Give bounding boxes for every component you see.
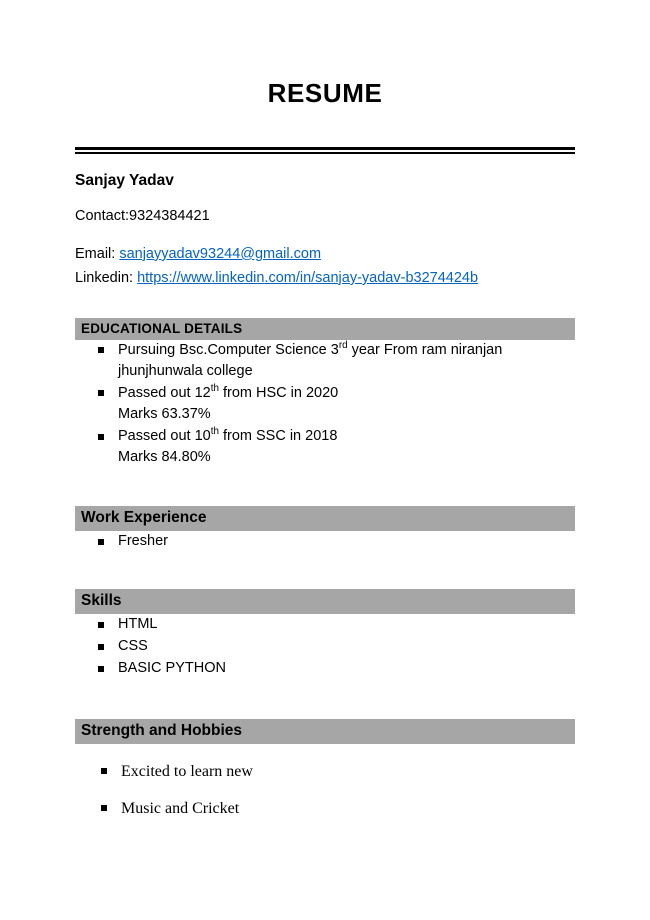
linkedin-label: Linkedin: xyxy=(75,269,138,286)
spacer-education xyxy=(75,289,575,318)
square-bullet-icon xyxy=(98,539,104,545)
work-experience-list xyxy=(75,531,575,552)
list-item xyxy=(75,426,575,468)
list-item xyxy=(75,531,575,552)
spacer-work xyxy=(75,469,575,506)
list-item xyxy=(75,658,575,679)
square-bullet-icon xyxy=(101,768,107,774)
ordinal-suffix: rd xyxy=(338,340,348,352)
section-header-education: EDUCATIONAL DETAILS xyxy=(75,318,575,340)
spacer-skills xyxy=(75,552,575,589)
list-item xyxy=(75,797,575,821)
list-item xyxy=(75,614,575,635)
skills-list xyxy=(75,614,575,679)
square-bullet-icon xyxy=(98,666,104,672)
list-item xyxy=(75,760,575,784)
skill-item-text: CSS xyxy=(118,638,148,655)
square-bullet-icon xyxy=(98,434,104,440)
skill-item-text: BASIC PYTHON xyxy=(118,660,226,677)
education-item-text: Passed out 10th from SSC in 2018 xyxy=(118,426,338,444)
ordinal-suffix: th xyxy=(210,383,219,395)
linkedin-link[interactable]: https://www.linkedin.com/in/sanjay-yadav-b3274424b xyxy=(137,269,479,286)
strength-item-text: Music and Cricket xyxy=(121,800,240,818)
contact-line: Contact:9324384421 xyxy=(75,208,210,225)
email-line xyxy=(75,227,575,265)
email-label: Email: xyxy=(75,245,120,262)
skill-item-text: HTML xyxy=(118,616,158,633)
page-title: RESUME xyxy=(267,78,383,108)
email-link[interactable]: sanjayyadav93244@gmail.com xyxy=(119,245,322,262)
list-item xyxy=(75,636,575,657)
education-list xyxy=(75,340,575,468)
education-item-text: Pursuing Bsc.Computer Science 3rd year From ram niranjan jhunjhunwala college xyxy=(118,340,503,379)
education-item-marks: Marks 84.80% xyxy=(118,449,211,465)
list-item xyxy=(75,340,575,382)
candidate-name: Sanjay Yadav xyxy=(75,172,174,190)
square-bullet-icon xyxy=(98,390,104,396)
divider-thin-line xyxy=(75,152,575,154)
spacer-strength xyxy=(75,680,575,719)
strength-item-text: Excited to learn new xyxy=(121,763,253,781)
square-bullet-icon xyxy=(98,347,104,353)
divider-thick-line xyxy=(75,147,575,150)
section-header-skills: Skills xyxy=(75,589,575,614)
square-bullet-icon xyxy=(101,805,107,811)
work-experience-item-text: Fresher xyxy=(118,533,168,550)
square-bullet-icon xyxy=(98,644,104,650)
resume-content xyxy=(75,0,575,834)
section-header-strength-hobbies: Strength and Hobbies xyxy=(75,719,575,744)
list-item xyxy=(75,383,575,425)
linkedin-line xyxy=(75,265,575,289)
section-header-work-experience: Work Experience xyxy=(75,506,575,531)
header-divider xyxy=(75,147,575,154)
education-item-text: Passed out 12th from HSC in 2020 xyxy=(118,383,339,401)
ordinal-suffix: th xyxy=(210,426,219,438)
square-bullet-icon xyxy=(98,622,104,628)
strength-hobbies-list xyxy=(75,744,575,821)
education-item-marks: Marks 63.37% xyxy=(118,405,211,422)
